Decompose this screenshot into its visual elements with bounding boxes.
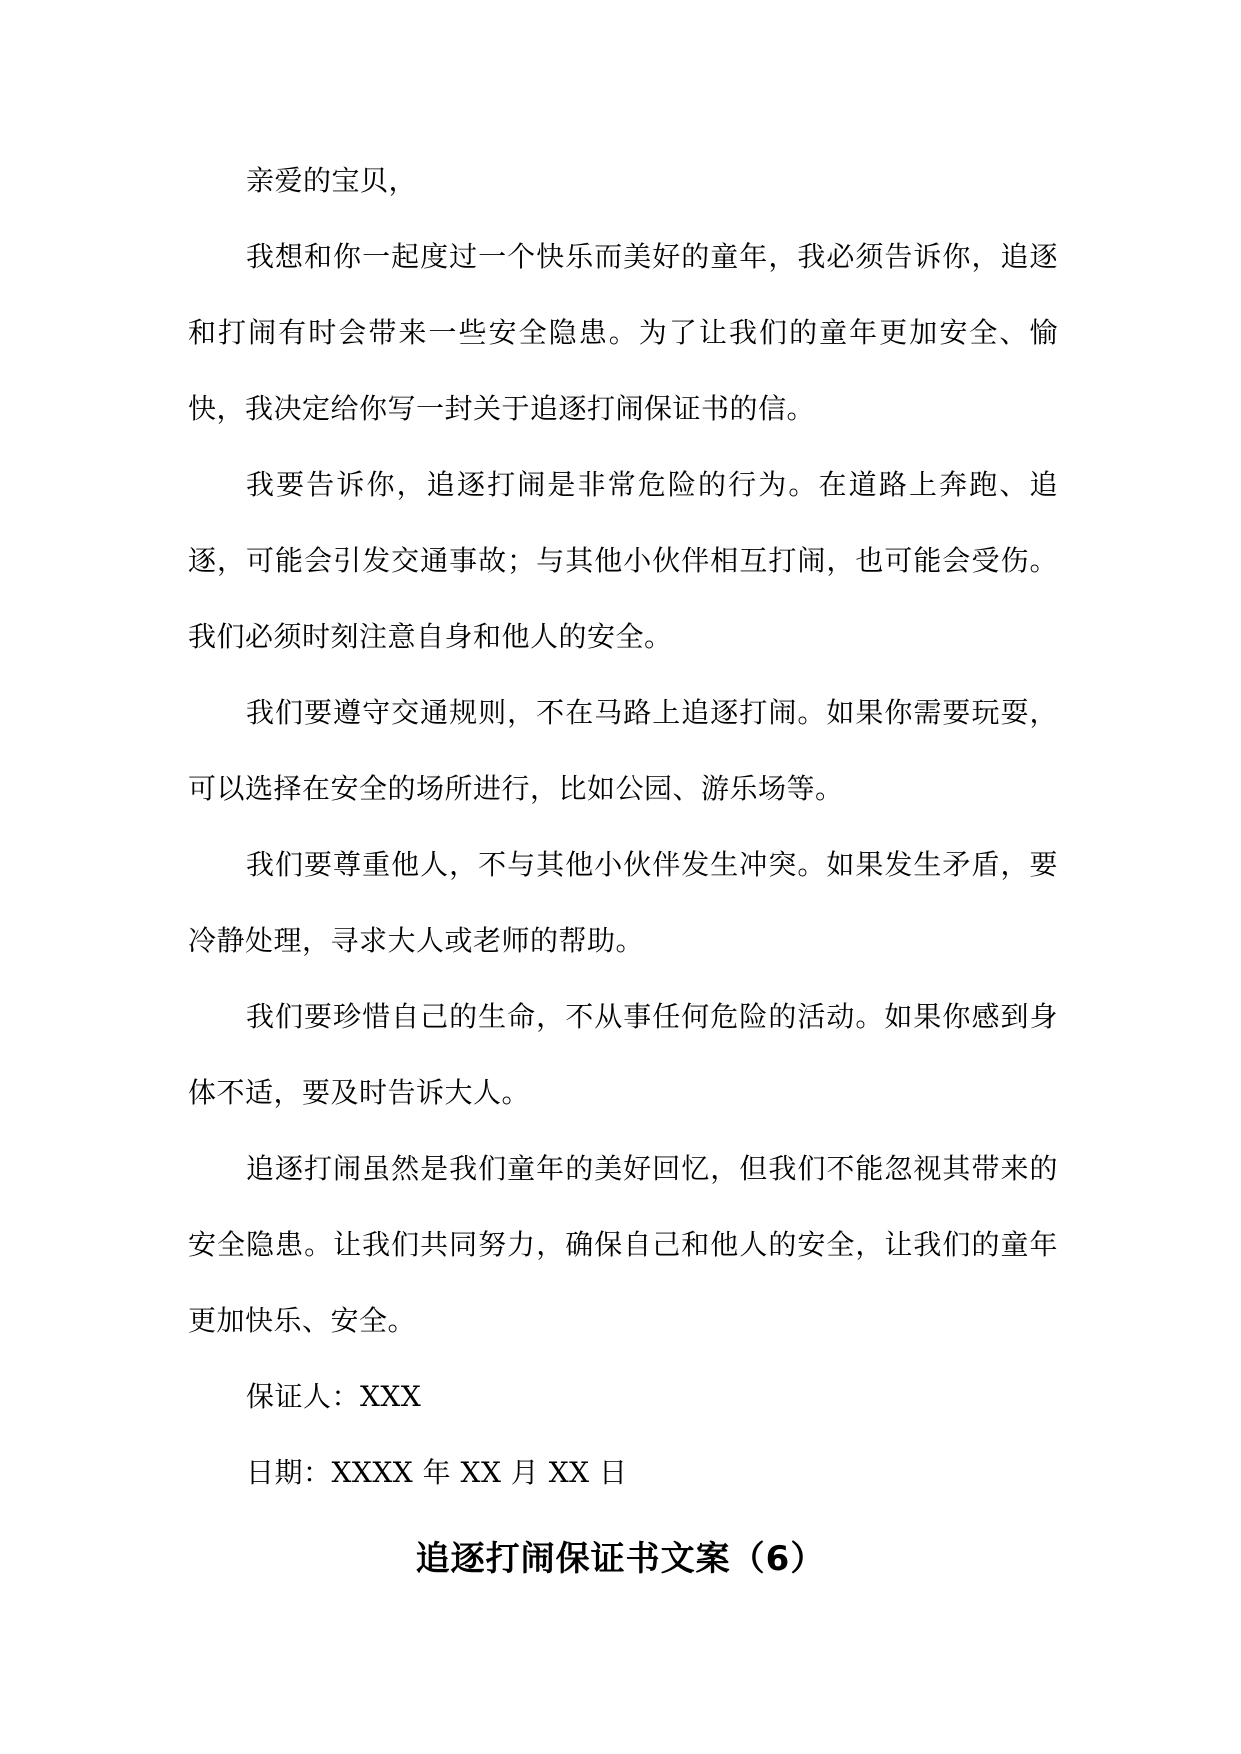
letter-paragraph: 追逐打闹虽然是我们童年的美好回忆，但我们不能忽视其带来的安全隐患。让我们共同努力，确保自己和他人的安全，让我们的童年更加快乐、安全。 bbox=[188, 1152, 1058, 1337]
letter-paragraph: 我们要遵守交通规则，不在马路上追逐打闹。如果你需要玩耍，可以选择在安全的场所进行，比如公园、游乐场等。 bbox=[188, 696, 1058, 805]
letter-date: 日期：XXXX 年 XX 月 XX 日 bbox=[246, 1456, 628, 1489]
letter-salutation: 亲爱的宝贝， bbox=[246, 164, 418, 197]
letter-body bbox=[188, 145, 1058, 1511]
letter-paragraph: 我们要尊重他人，不与其他小伙伴发生冲突。如果发生矛盾，要冷静处理，寻求大人或老师的帮助。 bbox=[188, 848, 1058, 957]
section-title: 追逐打闹保证书文案（6） bbox=[415, 1539, 826, 1579]
letter-paragraph: 我想和你一起度过一个快乐而美好的童年，我必须告诉你，追逐和打闹有时会带来一些安全隐患。为了让我们的童年更加安全、愉快，我决定给你写一封关于追逐打闹保证书的信。 bbox=[188, 240, 1058, 425]
letter-signature: 保证人：XXX bbox=[246, 1380, 422, 1413]
letter-paragraph: 我们要珍惜自己的生命，不从事任何危险的活动。如果你感到身体不适，要及时告诉大人。 bbox=[188, 1000, 1058, 1109]
letter-paragraph: 我要告诉你，追逐打闹是非常危险的行为。在道路上奔跑、追逐，可能会引发交通事故；与其他小伙伴相互打闹，也可能会受伤。我们必须时刻注意自身和他人的安全。 bbox=[188, 468, 1058, 653]
